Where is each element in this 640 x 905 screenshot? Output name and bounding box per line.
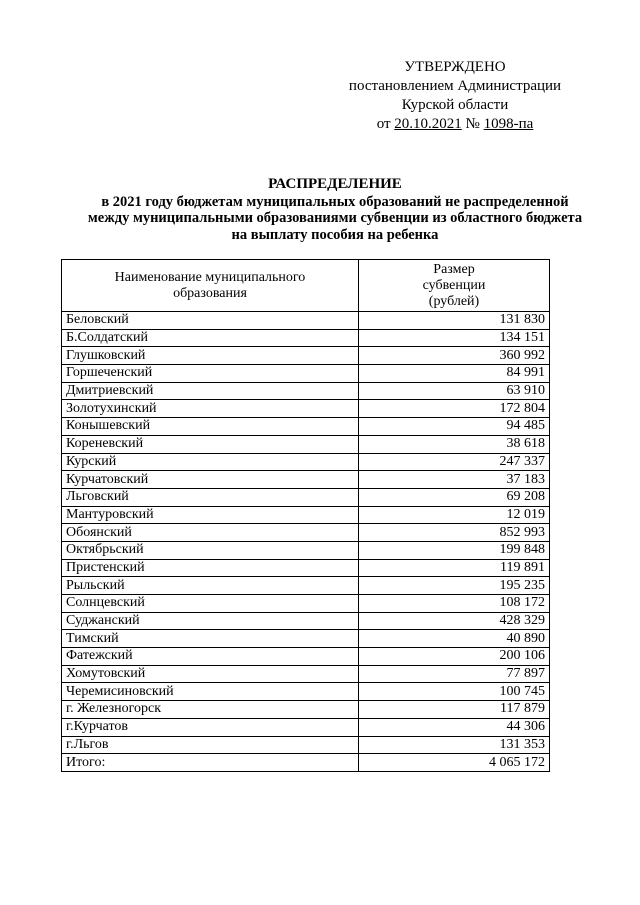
subsidy-amount: 69 208 xyxy=(359,488,550,506)
municipality-name: Черемисиновский xyxy=(62,683,359,701)
table-row xyxy=(62,718,550,736)
table-row xyxy=(62,435,550,453)
subsidy-amount: 134 151 xyxy=(359,329,550,347)
approval-number-sign: № xyxy=(461,116,484,132)
total-row xyxy=(62,754,550,772)
municipality-name: Горшеченский xyxy=(62,365,359,383)
municipality-name: Курчатовский xyxy=(62,471,359,489)
subsidy-amount: 84 991 xyxy=(359,365,550,383)
municipality-name: Глушковский xyxy=(62,347,359,365)
table-row xyxy=(62,506,550,524)
approval-title: УТВЕРЖДЕНО xyxy=(404,59,506,75)
table-row xyxy=(62,665,550,683)
table-row xyxy=(62,736,550,754)
subsidy-amount: 428 329 xyxy=(359,612,550,630)
table-body xyxy=(62,312,550,772)
approval-number: 1098-па xyxy=(483,116,534,132)
column-header-municipality-line-1: Наименование муниципального xyxy=(114,269,306,285)
document-subtitle-line-3: на выплату пособия на ребенка xyxy=(231,226,439,243)
municipality-name: г.Льгов xyxy=(62,736,359,754)
municipality-name: Золотухинский xyxy=(62,400,359,418)
municipality-name: г.Курчатов xyxy=(62,718,359,736)
table-row xyxy=(62,329,550,347)
municipality-name: Пристенский xyxy=(62,559,359,577)
column-header-amount xyxy=(359,260,550,312)
document-subtitle-line-2: между муниципальными образованиями субвенции из областного бюджета xyxy=(87,210,583,226)
municipality-name: г. Железногорск xyxy=(62,701,359,719)
subsidy-amount: 119 891 xyxy=(359,559,550,577)
subsidy-amount: 63 910 xyxy=(359,382,550,400)
document-title: РАСПРЕДЕЛЕНИЕ xyxy=(268,176,402,192)
subsidy-amount: 131 353 xyxy=(359,736,550,754)
total-label: Итого: xyxy=(62,754,359,772)
subsidy-amount: 40 890 xyxy=(359,630,550,648)
total-amount: 4 065 172 xyxy=(359,754,550,772)
municipality-name: Конышевский xyxy=(62,418,359,436)
subsidy-amount: 77 897 xyxy=(359,665,550,683)
table-row xyxy=(62,595,550,613)
table-row xyxy=(62,612,550,630)
column-header-municipality xyxy=(62,260,359,312)
municipality-name: Октябрьский xyxy=(62,541,359,559)
column-header-amount-line-2: субвенции xyxy=(422,277,486,293)
column-header-amount-line-3: (рублей) xyxy=(428,293,480,309)
municipality-name: Рыльский xyxy=(62,577,359,595)
subsidy-amount: 44 306 xyxy=(359,718,550,736)
subsidy-amount: 360 992 xyxy=(359,347,550,365)
subsidy-amount: 195 235 xyxy=(359,577,550,595)
table-row xyxy=(62,382,550,400)
subsidy-amount: 94 485 xyxy=(359,418,550,436)
column-header-municipality-line-2: образования xyxy=(173,285,247,301)
municipality-name: Кореневский xyxy=(62,435,359,453)
subsidy-amount: 117 879 xyxy=(359,701,550,719)
subsidy-amount: 852 993 xyxy=(359,524,550,542)
subsidy-amount: 38 618 xyxy=(359,435,550,453)
table-row xyxy=(62,524,550,542)
table-row xyxy=(62,418,550,436)
municipality-name: Суджанский xyxy=(62,612,359,630)
municipality-name: Фатежский xyxy=(62,648,359,666)
subsidy-amount: 247 337 xyxy=(359,453,550,471)
subsidy-amount: 131 830 xyxy=(359,312,550,330)
municipality-name: Мантуровский xyxy=(62,506,359,524)
approval-date-prefix: от xyxy=(376,116,395,132)
table-row xyxy=(62,630,550,648)
table-header-row xyxy=(62,260,550,312)
municipality-name: Беловский xyxy=(62,312,359,330)
approval-region: Курской области xyxy=(401,97,509,113)
subsidy-amount: 12 019 xyxy=(359,506,550,524)
approval-date-line xyxy=(330,115,580,134)
table-row xyxy=(62,488,550,506)
table-row xyxy=(62,541,550,559)
table-row xyxy=(62,400,550,418)
table-row xyxy=(62,312,550,330)
table-row xyxy=(62,577,550,595)
municipality-name: Б.Солдатский xyxy=(62,329,359,347)
table-row xyxy=(62,347,550,365)
table-row xyxy=(62,559,550,577)
distribution-table xyxy=(61,259,550,772)
document-heading xyxy=(40,176,630,243)
subsidy-amount: 37 183 xyxy=(359,471,550,489)
approval-date: 20.10.2021 xyxy=(394,116,462,132)
column-header-amount-line-1: Размер xyxy=(433,261,475,277)
subsidy-amount: 200 106 xyxy=(359,648,550,666)
subsidy-amount: 172 804 xyxy=(359,400,550,418)
table-row xyxy=(62,453,550,471)
table-row xyxy=(62,365,550,383)
subsidy-amount: 199 848 xyxy=(359,541,550,559)
table-row xyxy=(62,701,550,719)
table-row xyxy=(62,471,550,489)
municipality-name: Обоянский xyxy=(62,524,359,542)
municipality-name: Солнцевский xyxy=(62,595,359,613)
approval-issuer: постановлением Администрации xyxy=(348,78,562,94)
municipality-name: Льговский xyxy=(62,488,359,506)
document-subtitle-line-1: в 2021 году бюджетам муниципальных образований не распределенной xyxy=(101,193,569,210)
table-row xyxy=(62,648,550,666)
approval-stamp xyxy=(330,58,580,134)
municipality-name: Курский xyxy=(62,453,359,471)
subsidy-amount: 100 745 xyxy=(359,683,550,701)
table-row xyxy=(62,683,550,701)
municipality-name: Тимский xyxy=(62,630,359,648)
municipality-name: Хомутовский xyxy=(62,665,359,683)
subsidy-amount: 108 172 xyxy=(359,595,550,613)
municipality-name: Дмитриевский xyxy=(62,382,359,400)
